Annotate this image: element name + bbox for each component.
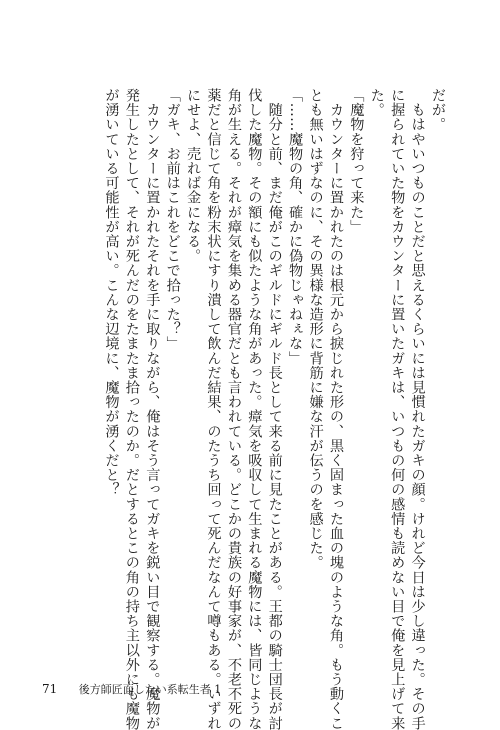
text-line: もはやいつものことだと思えるくらいには見慣れたガキの顔。けれど今日は少し違った。その手 — [409, 88, 426, 730]
book-title: 後方師匠面したい系転生者 1 — [78, 683, 222, 696]
text-line: に握られていた物をカウンターに置いたガキは、いつもの何の感情も読めない目で俺を見上げて来 — [389, 88, 406, 730]
text-line: 角が生える。それが瘴気を集める器官だとも言われている。どこかの貴族の好事家が、不老不死の — [225, 88, 242, 730]
text-line: 発生したとして、それが死んだのをたまたま拾ったのか。だとするとこの角の持ち主以外にも魔物 — [123, 88, 140, 730]
text-line: カウンターに置かれたそれを手に取りながら、俺はそう言ってガキを鋭い目で観察する。魔物が — [144, 88, 161, 730]
text-line: とも無いはずなのに、その異様な造形に背筋に嫌な汗が伝うのを感じた。 — [307, 88, 324, 570]
text-line: カウンターに置かれたのは根元から捩じれた形の、黒く固まった血の塊のような角。もう動くこ — [327, 88, 344, 730]
text-line: た。 — [368, 88, 385, 118]
text-line: 「魔物を狩って来た」 — [348, 88, 365, 234]
text-line: 随分と前、まだ俺がこのギルドにギルド長として来る前に見たことがある。王都の騎士団長が討 — [266, 88, 283, 730]
text-line: が湧いている可能性が高い。こんな辺境に、魔物が湧くだと？ — [103, 88, 120, 497]
text-line: だが。 — [430, 88, 446, 132]
text-line: 薬だと信じて角を粉末状にすり潰して飲んだ結果、のたうち回って死んだなんて噂もある。いずれ — [205, 88, 222, 730]
page-number: 71 — [42, 682, 58, 696]
text-line: 伐した魔物。その額にも似たような角があった。瘴気を吸収して生まれる魔物には、皆同じような — [246, 88, 263, 730]
text-line: 「ガキ、お前はこれをどこで拾った？」 — [164, 88, 181, 351]
text-line: にせよ、売れば金になる。 — [185, 88, 202, 264]
text-line: 「……魔物の角、確かに偽物じゃねぇな」 — [287, 88, 304, 366]
page-footer — [42, 681, 221, 697]
